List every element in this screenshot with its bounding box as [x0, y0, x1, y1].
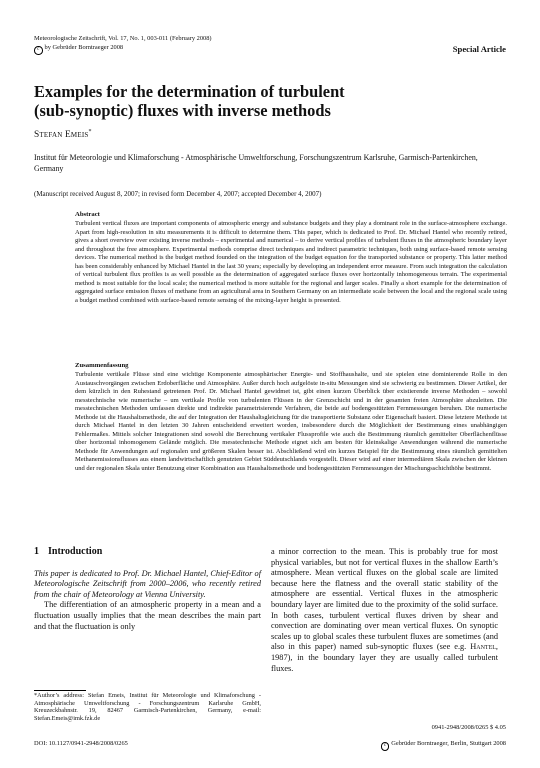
intro-text-part-1: a minor correction to the mean. This is probably true for most physical variables, but not for vertical fluxes in the shallow Earth’s atmosphere. Mean vertical fluxes on the global scale are limited because here the flatness and the overall static stability of the atmosphere are essential. Vertical fluxes in the atmospheric boundary layer are limited due to the proximity of the solid surface. In both cases, turbulent vertical fluxes driven by shear and convection are dominating over mean vertical fluxes. On synoptic scales up to global scales these turbulent fluxes are sometimes (and also in this paper) named sub-synoptic fluxes (see e.g.: [271, 547, 498, 652]
title-line-2: (sub-synoptic) fluxes with inverse methods: [34, 101, 331, 120]
zusammenfassung-section: [75, 362, 507, 473]
author-text: Stefan Emeis: [34, 130, 89, 141]
doi: DOI: 10.1127/0941-2948/2008/0265: [34, 740, 128, 747]
copyright-symbol: c: [34, 46, 43, 55]
header-copyright-text: by Gebrüder Borntraeger 2008: [44, 44, 124, 51]
zusammenfassung-text: Turbulente vertikale Flüsse sind eine wichtige Komponente atmosphärischer Energie- und Stoffhaushalte, und sie spielen eine dominierende Rolle in den Austauschvorgängen zwischen Erdoberfläche und Atmosphäre. Außer durch hoch aufgelöste in-situ Messungen sind sie schwierig zu bestimmen. Dieser Artikel, der dem kürzlich in den Ruhestand getretenen Prof. Dr. Michael Hantel gewidmet ist, gibt einen kurzen Überblick über existierende inverse Methoden – sowohl messtechnische wie numerische – um vertikale Profile von turbulenten Flüssen in der Grenzschicht und in der gesamten freien Atmosphäre abzuleiten. Die messtechnischen Methoden umfassen direkte und indirekte parametrisierende Verfahren, die beide auf bodengestützten Fernmessungen beruhen. Die numerische Methode ist die Haushaltsmethode, die auf der Integration der Haushaltsgleichung für die transportierte Substanz oder Eigenschaft basiert. Diese letztere Methode ist durch Michael Hantel in den letzten 30 Jahren entscheidend erweitert worden, insbesondere durch die Möglichkeit der Bestimmung eines unabhängigen Fehlermaßes. Mittels solcher Integrationen sind sowohl die Berechnung vertikaler Flussprofile wie auch die Bestimmung räumlich gemittelter Oberflächenflüsse über horizontal inhomogenem Gelände möglich. Die messtechnische Methode eignet sich am besten für kleinskalige Anwendungen während die numerische Methode für Anwendungen auf regionalen und größeren Skalen besser ist. Abschließend wird ein kurzes Beispiel für die Bestimmung eines räumlich gemittelten Methanemissionsflusses aus einem landwirtschaftlich genutzten Gebiet Süddeutschlands vorgestellt. Dieser wird auf einer intermediären Skala zwischen der kleinen und der regionalen Skala unter Benutzung einer Kombination aus Haushaltsmethode und bodengestützten Fernmessungen der Mischungsschichthöhe bestimmt.: [75, 371, 507, 472]
zusammenfassung-heading: Zusammenfassung: [75, 362, 129, 369]
intro-paragraph-continued: [271, 547, 498, 674]
abstract-section: [75, 211, 507, 305]
author-name: [34, 129, 92, 140]
section-heading-introduction: [34, 547, 261, 558]
abstract-heading: Abstract: [75, 211, 100, 218]
left-column: [34, 547, 261, 632]
abstract-text: Turbulent vertical fluxes are important components of atmospheric energy and substance budgets and they play a dominant role in the surface-atmosphere exchange. Apart from high-resolution in situ measurements it is difficult to determine them. This paper, which is dedicated to Prof. Dr. Michael Hantel who recently retired, gives a short overview over existing inverse methods – experimental and numerical – to derive vertical profiles of turbulent fluxes in the atmospheric boundary layer and throughout the free atmosphere. Experimental methods comprise direct techniques and indirect parametric techniques, both using surface-based remote sensing devices. The numerical method is the budget method founded on the integration of the budget equation for the transported substance or property. This latter method has been considerably enhanced by Michael Hantel in the last 30 years; especially by developing an independent error measure. From such integration the calculation of vertical turbulent flux profiles is as well possible as the determination of aggregated surface fluxes over horizontally inhomogeneous terrain. The experimental method is most suitable for the local scale; the numerical method is more suitable for the regional and larger scales. Finally a short example for the determination of aggregated surface emission fluxes of methane from an agricultural area in Southern Germany on an intermediate scale between the local and the regional scale using a budget method combined with surface-based remote sensing of the mixing-layer height is presented.: [75, 220, 507, 304]
intro-paragraph-1: The differentiation of an atmospheric property in a mean and a fluctuation usually implies that the mean describes the main part and that the fluctuation is only: [34, 600, 261, 631]
citation-hantel[interactable]: Hantel: [470, 642, 496, 652]
intro-text-part-2: , 1987), in the boundary layer they are usually called turbulent fluxes.: [271, 642, 498, 673]
affiliation: Institut für Meteorologie und Klimaforschung - Atmosphärische Umweltforschung, Forschungszentrum Karlsruhe, Garmisch-Partenkirchen, Germany: [34, 153, 478, 173]
publisher-text: Gebrüder Borntraeger, Berlin, Stuttgart 2008: [391, 740, 506, 747]
journal-citation: Meteorologische Zeitschrift, Vol. 17, No. 1, 003-011 (February 2008): [34, 35, 212, 42]
special-article-label: Special Article: [452, 44, 506, 54]
paper-title: [34, 82, 504, 120]
header-copyright: [34, 44, 123, 55]
section-number: 1: [34, 546, 39, 557]
author-address-footnote: *Author’s address: Stefan Emeis, Institut für Meteorologie und Klimaforschung - Atmosphärische Umweltforschung - Forschungszentrum Karlsruhe GmbH, Kreuzeckbahnstr. 19, 82467 Garmisch-Partenkirchen, Germany, e-mail: Stefan.Emeis@imk.fzk.de: [34, 692, 261, 722]
dedication-text: This paper is dedicated to Prof. Dr. Michael Hantel, Chief-Editor of Meteorologische Zeitschrift from 2000–2006, who recently retired from the chair of Meteorology at Vienna University.: [34, 568, 261, 599]
issn-price: 0941-2948/2008/0265 $ 4.05: [431, 724, 506, 731]
title-line-1: Examples for the determination of turbulent: [34, 82, 345, 101]
footer-publisher: [381, 740, 506, 751]
author-footnote-mark: *: [88, 129, 92, 135]
footnote-divider: [34, 690, 86, 691]
right-column: [271, 547, 498, 674]
manuscript-dates: (Manuscript received August 8, 2007; in revised form December 4, 2007; accepted December 4, 2007): [34, 190, 322, 198]
section-title: Introduction: [48, 546, 103, 557]
copyright-symbol-footer: c: [381, 742, 390, 751]
